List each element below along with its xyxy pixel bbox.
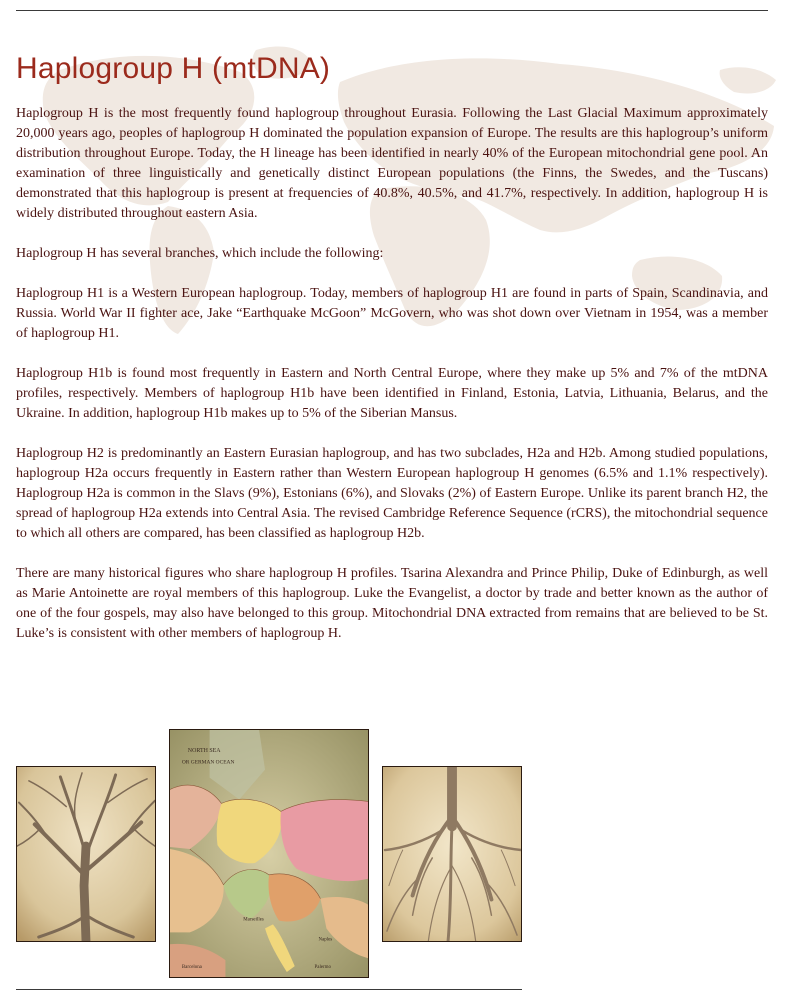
paragraph-h1b: Haplogroup H1b is found most frequently in Eastern and North Central Europe, where they make up 5% and 7% of the mtDNA profiles, respectively. Members of haplogroup H1b have been identified in Finland, Estonia, Latvia, Lithuania, Belarus, and the Ukraine. In addition, haplogroup H1b makes up to 5% of the Siberian Mansus. [16, 366, 768, 421]
tree-roots-photo [382, 766, 522, 942]
antique-europe-map-photo [169, 729, 369, 978]
paragraph-branches: Haplogroup H has several branches, which include the following: [16, 246, 384, 261]
tree-photo [16, 766, 156, 942]
map-label-german-ocean: OR GERMAN OCEAN [181, 759, 235, 766]
paragraph-historical-figures: There are many historical figures who share haplogroup H profiles. Tsarina Alexandra and Prince Philip, Duke of Edinburgh, as well as Marie Antoinette are royal members of this haplogroup. Luke the Evangelist, a doctor by trade and better known as the author of one of the four gospels, may also have belonged to this group. Mitochondrial DNA extracted from remains that are believed to be St. Luke’s is consistent with other members of haplogroup H. [16, 566, 768, 641]
map-label-north-sea: NORTH SEA [187, 747, 221, 754]
paragraph-h2: Haplogroup H2 is predominantly an Eastern Eurasian haplogroup, and has two subclades, H2a and H2b. Among studied populations, haplogroup H2a occurs frequently in Eastern rather than Western European haplogroup H genomes (6.5% and 1.1% respectively). Haplogroup H2a is common in the Slavs (9%), Estonians (6%), and Slovaks (2%) of Eastern Europe. Unlike its parent branch H2, the spread of haplogroup H2a extends into Central Asia. The revised Cambridge Reference Sequence (rCRS), the mitochondrial sequence to which all others are compared, has been classified as haplogroup H2b. [16, 446, 768, 541]
bottom-rule [16, 989, 522, 990]
map-label-naples: Naples [318, 937, 333, 943]
article-body [16, 104, 768, 664]
map-label-palermo: Palermo [314, 965, 331, 971]
map-label-barcelona: Barcelona [181, 965, 202, 971]
page-title: Haplogroup H (mtDNA) [16, 52, 331, 85]
paragraph-h1: Haplogroup H1 is a Western European haplogroup. Today, members of haplogroup H1 are found in parts of Spain, Scandinavia, and Russia. World War II fighter ace, Jake “Earthquake McGoon” McGovern, who was shot down over Vietnam in 1954, was a member of haplogroup H1. [16, 286, 768, 341]
top-rule [16, 10, 768, 11]
map-label-marseilles: Marseilles [243, 917, 264, 923]
paragraph-intro: Haplogroup H is the most frequently found haplogroup throughout Eurasia. Following the Last Glacial Maximum approximately 20,000 years ago, peoples of haplogroup H dominated the population expansion of Europe. The results are this haplogroup’s uniform distribution throughout Europe. Today, the H lineage has been identified in nearly 40% of the European mitochondrial gene pool. An examination of three linguistically and genetically distinct European populations (the Finns, the Swedes, and the Tuscans) demonstrated that this haplogroup is present at frequencies of 40.8%, 40.5%, and 41.7%, respectively. In addition, haplogroup H is widely distributed throughout eastern Asia. [16, 106, 768, 221]
